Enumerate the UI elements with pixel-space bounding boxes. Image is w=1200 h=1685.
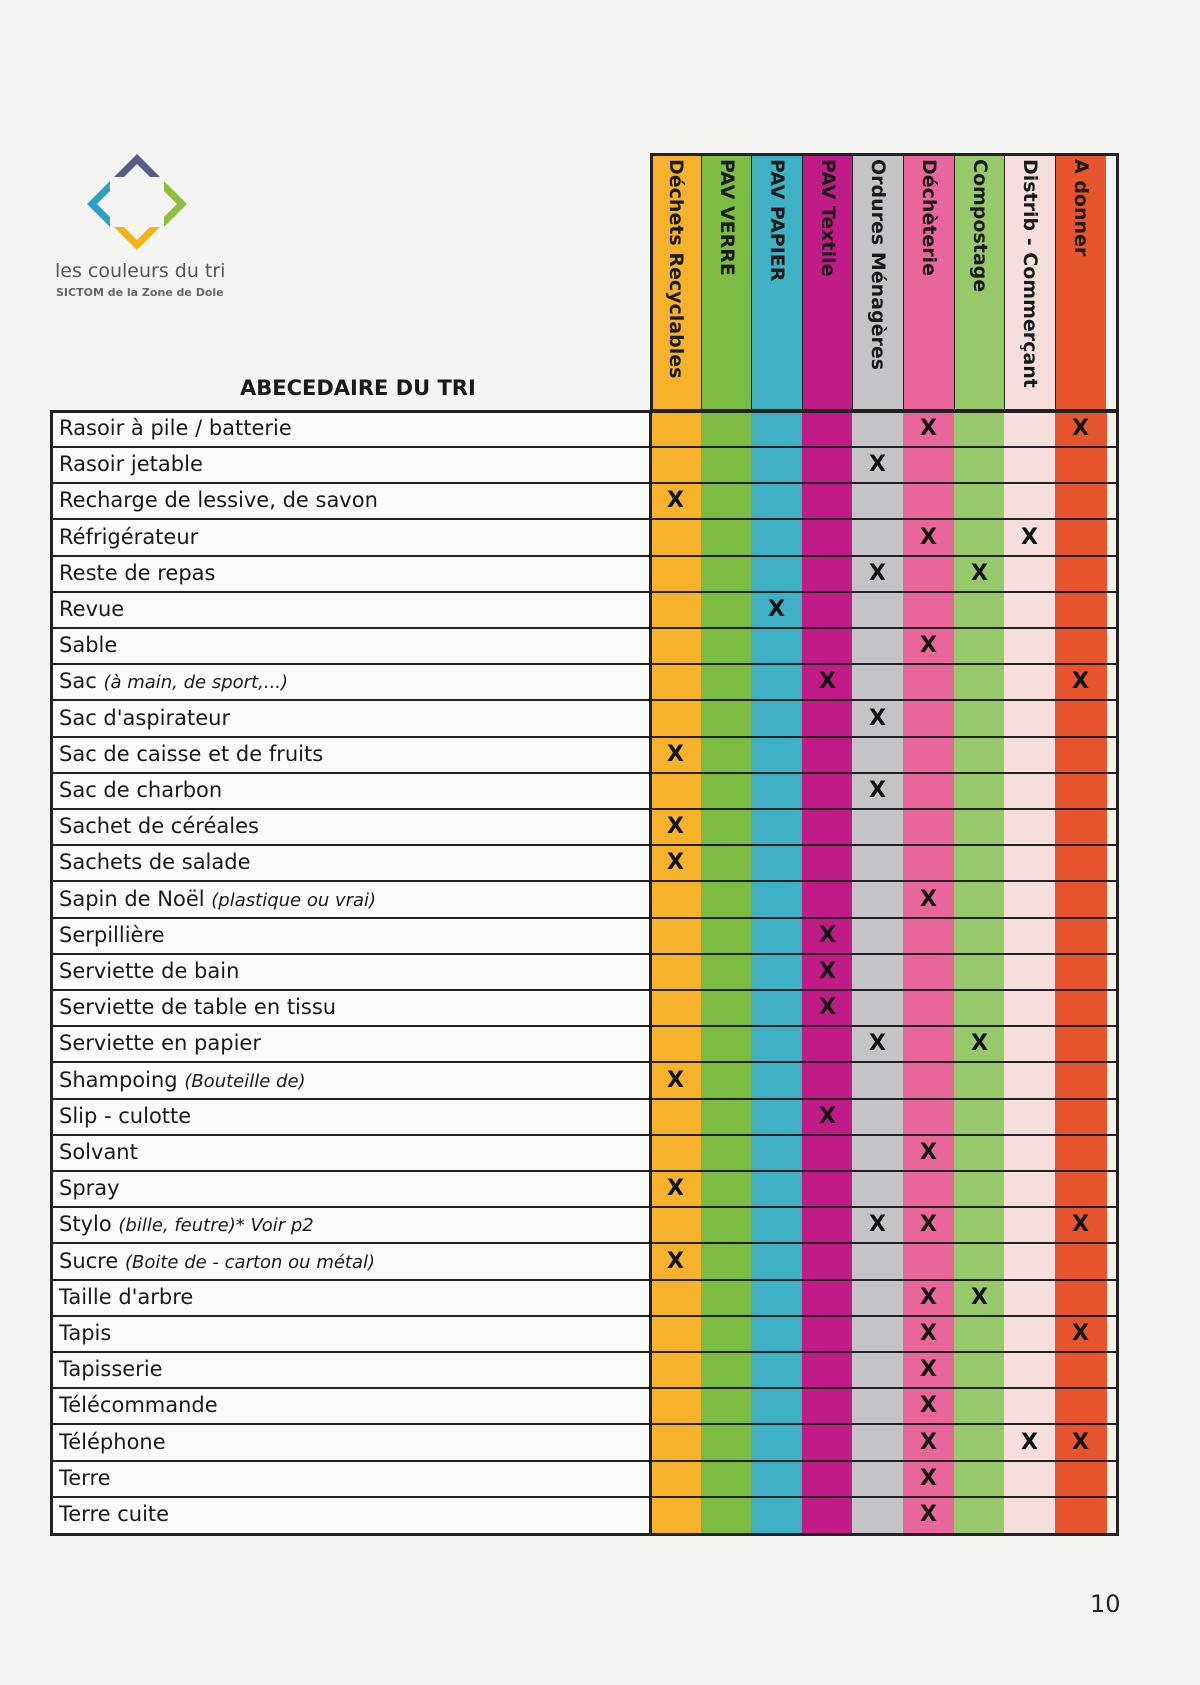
table-row xyxy=(50,1172,1119,1208)
table-row xyxy=(50,1426,1119,1462)
mark-4: X xyxy=(869,1212,886,1237)
item-name xyxy=(59,1140,138,1164)
row-divider xyxy=(50,1242,1119,1244)
mark-8: X xyxy=(1072,1321,1089,1346)
item-label: Télécommande xyxy=(59,1393,218,1417)
item-name xyxy=(59,452,203,476)
item-name xyxy=(59,923,165,947)
item-name xyxy=(59,850,251,874)
table-row xyxy=(50,448,1119,484)
column-header-label: PAV VERRE xyxy=(716,159,738,276)
mark-3: X xyxy=(819,959,836,984)
item-name xyxy=(59,669,288,693)
item-name xyxy=(59,778,222,802)
table-row xyxy=(50,1100,1119,1136)
column-header-label: A donner xyxy=(1070,159,1092,257)
table-row xyxy=(50,919,1119,955)
mark-8: X xyxy=(1072,1212,1089,1237)
mark-5: X xyxy=(920,1430,937,1455)
table-row xyxy=(50,629,1119,665)
mark-3: X xyxy=(819,1104,836,1129)
table-row xyxy=(50,774,1119,810)
mark-5: X xyxy=(920,525,937,550)
table-row xyxy=(50,991,1119,1027)
table-row xyxy=(50,1462,1119,1498)
column-header xyxy=(751,153,802,410)
table-row xyxy=(50,738,1119,774)
item-name xyxy=(59,1502,169,1526)
logo-diamond-icon xyxy=(82,150,192,250)
mark-0: X xyxy=(667,850,684,875)
mark-5: X xyxy=(920,416,937,441)
item-name xyxy=(59,1104,191,1128)
table-row xyxy=(50,1064,1119,1100)
item-label: Shampoing xyxy=(59,1068,178,1092)
item-label: Taille d'arbre xyxy=(59,1285,194,1309)
row-divider xyxy=(50,1061,1119,1063)
item-name xyxy=(59,1249,375,1273)
item-label: Sac d'aspirateur xyxy=(59,706,231,730)
table-row xyxy=(50,810,1119,846)
item-note: (à main, de sport,...) xyxy=(103,672,289,693)
mark-3: X xyxy=(819,923,836,948)
item-label: Spray xyxy=(59,1176,120,1200)
mark-4: X xyxy=(869,778,886,803)
item-name xyxy=(59,1212,314,1236)
item-label: Sac de charbon xyxy=(59,778,223,802)
item-note: (Boite de - carton ou métal) xyxy=(124,1252,376,1273)
column-header-label: Déchets Recyclables xyxy=(665,159,687,379)
item-label: Revue xyxy=(59,597,125,621)
column-header xyxy=(1055,153,1106,410)
item-note: (Bouteille de) xyxy=(184,1071,306,1092)
mark-5: X xyxy=(920,633,937,658)
item-label: Solvant xyxy=(59,1140,138,1164)
item-label: Sable xyxy=(59,633,118,657)
item-label: Tapisserie xyxy=(59,1357,163,1381)
table-row xyxy=(50,665,1119,701)
row-divider xyxy=(50,699,1119,701)
item-name xyxy=(59,887,376,911)
mark-6: X xyxy=(971,1031,988,1056)
column-header-label: Déchèterie xyxy=(918,159,940,277)
item-label: Sachet de céréales xyxy=(59,814,259,838)
item-label: Sucre xyxy=(59,1249,119,1273)
item-label: Sachets de salade xyxy=(59,850,251,874)
item-name xyxy=(59,706,230,730)
table-row xyxy=(50,955,1119,991)
item-name xyxy=(59,1285,193,1309)
item-label: Serviette de table en tissu xyxy=(59,995,337,1019)
item-name xyxy=(59,597,124,621)
logo-name: les couleurs du tri xyxy=(55,260,226,282)
table-row xyxy=(50,883,1119,919)
column-header-label: Compostage xyxy=(969,159,991,293)
page-number: 10 xyxy=(1090,1590,1121,1618)
item-label: Recharge de lessive, de savon xyxy=(59,488,378,512)
mark-3: X xyxy=(819,669,836,694)
column-header xyxy=(903,153,954,410)
item-name xyxy=(59,633,117,657)
logo-subtitle: SICTOM de la Zone de Dole xyxy=(56,286,224,299)
table-row xyxy=(50,1317,1119,1353)
item-name xyxy=(59,1466,111,1490)
column-header xyxy=(1004,153,1055,410)
item-label: Sac xyxy=(59,669,97,693)
item-label: Téléphone xyxy=(59,1430,166,1454)
item-name xyxy=(59,1068,306,1092)
table-row xyxy=(50,1389,1119,1425)
table-row xyxy=(50,1136,1119,1172)
item-label: Slip - culotte xyxy=(59,1104,192,1128)
row-divider xyxy=(50,880,1119,882)
mark-8: X xyxy=(1072,416,1089,441)
table-row xyxy=(50,1245,1119,1281)
item-name xyxy=(59,1430,166,1454)
item-name xyxy=(59,995,336,1019)
mark-6: X xyxy=(971,1285,988,1310)
item-label: Réfrigérateur xyxy=(59,525,199,549)
mark-5: X xyxy=(920,1393,937,1418)
table-row xyxy=(50,1498,1119,1534)
table-row xyxy=(50,557,1119,593)
mark-4: X xyxy=(869,561,886,586)
table-row xyxy=(50,1281,1119,1317)
mark-5: X xyxy=(920,1357,937,1382)
item-name xyxy=(59,1357,163,1381)
column-header xyxy=(650,153,701,410)
item-label: Terre cuite xyxy=(59,1502,170,1526)
table-row xyxy=(50,702,1119,738)
item-label: Reste de repas xyxy=(59,561,216,585)
mark-0: X xyxy=(667,1068,684,1093)
table-row xyxy=(50,1027,1119,1063)
item-label: Rasoir jetable xyxy=(59,452,203,476)
item-label: Serviette en papier xyxy=(59,1031,261,1055)
item-note: (plastique ou vrai) xyxy=(211,890,377,911)
table-row xyxy=(50,593,1119,629)
mark-0: X xyxy=(667,814,684,839)
item-name xyxy=(59,1176,120,1200)
table-row xyxy=(50,484,1119,520)
mark-3: X xyxy=(819,995,836,1020)
item-name xyxy=(59,561,216,585)
item-name xyxy=(59,416,292,440)
column-header xyxy=(701,153,752,410)
mark-5: X xyxy=(920,1502,937,1527)
column-header-label: PAV PAPIER xyxy=(766,159,788,282)
column-header-label: Ordures Ménagères xyxy=(867,159,889,371)
item-note: (bille, feutre)* Voir p2 xyxy=(118,1215,314,1236)
item-label: Stylo xyxy=(59,1212,112,1236)
item-name xyxy=(59,1393,218,1417)
mark-0: X xyxy=(667,488,684,513)
item-name xyxy=(59,814,259,838)
item-name xyxy=(59,525,198,549)
page-title: ABECEDAIRE DU TRI xyxy=(240,376,476,400)
mark-6: X xyxy=(971,561,988,586)
mark-8: X xyxy=(1072,1430,1089,1455)
item-name xyxy=(59,742,323,766)
mark-4: X xyxy=(869,706,886,731)
item-label: Sapin de Noël xyxy=(59,887,205,911)
item-label: Rasoir à pile / batterie xyxy=(59,416,292,440)
item-label: Terre xyxy=(59,1466,111,1490)
mark-2: X xyxy=(768,597,785,622)
mark-7: X xyxy=(1021,525,1038,550)
item-label: Sac de caisse et de fruits xyxy=(59,742,324,766)
row-divider xyxy=(50,1423,1119,1425)
table-row xyxy=(50,846,1119,882)
mark-0: X xyxy=(667,1249,684,1274)
table-divider xyxy=(649,410,652,1536)
mark-5: X xyxy=(920,1466,937,1491)
item-name xyxy=(59,1031,261,1055)
mark-4: X xyxy=(869,1031,886,1056)
mark-5: X xyxy=(920,1285,937,1310)
table-row xyxy=(50,1208,1119,1244)
mark-4: X xyxy=(869,452,886,477)
mark-5: X xyxy=(920,1140,937,1165)
column-header xyxy=(852,153,903,410)
row-divider xyxy=(50,518,1119,520)
column-header xyxy=(954,153,1005,410)
mark-8: X xyxy=(1072,669,1089,694)
column-header-label: Distrib - Commerçant xyxy=(1019,159,1041,388)
table-row xyxy=(50,412,1119,448)
column-header-label: PAV Textile xyxy=(817,159,839,277)
item-name xyxy=(59,959,239,983)
column-header xyxy=(802,153,853,410)
item-label: Serpillière xyxy=(59,923,165,947)
mark-5: X xyxy=(920,887,937,912)
item-label: Tapis xyxy=(59,1321,112,1345)
table-row xyxy=(50,521,1119,557)
item-name xyxy=(59,1321,111,1345)
table-row xyxy=(50,1353,1119,1389)
mark-5: X xyxy=(920,1321,937,1346)
mark-0: X xyxy=(667,742,684,767)
item-name xyxy=(59,488,378,512)
mark-7: X xyxy=(1021,1430,1038,1455)
item-label: Serviette de bain xyxy=(59,959,240,983)
mark-0: X xyxy=(667,1176,684,1201)
mark-5: X xyxy=(920,1212,937,1237)
